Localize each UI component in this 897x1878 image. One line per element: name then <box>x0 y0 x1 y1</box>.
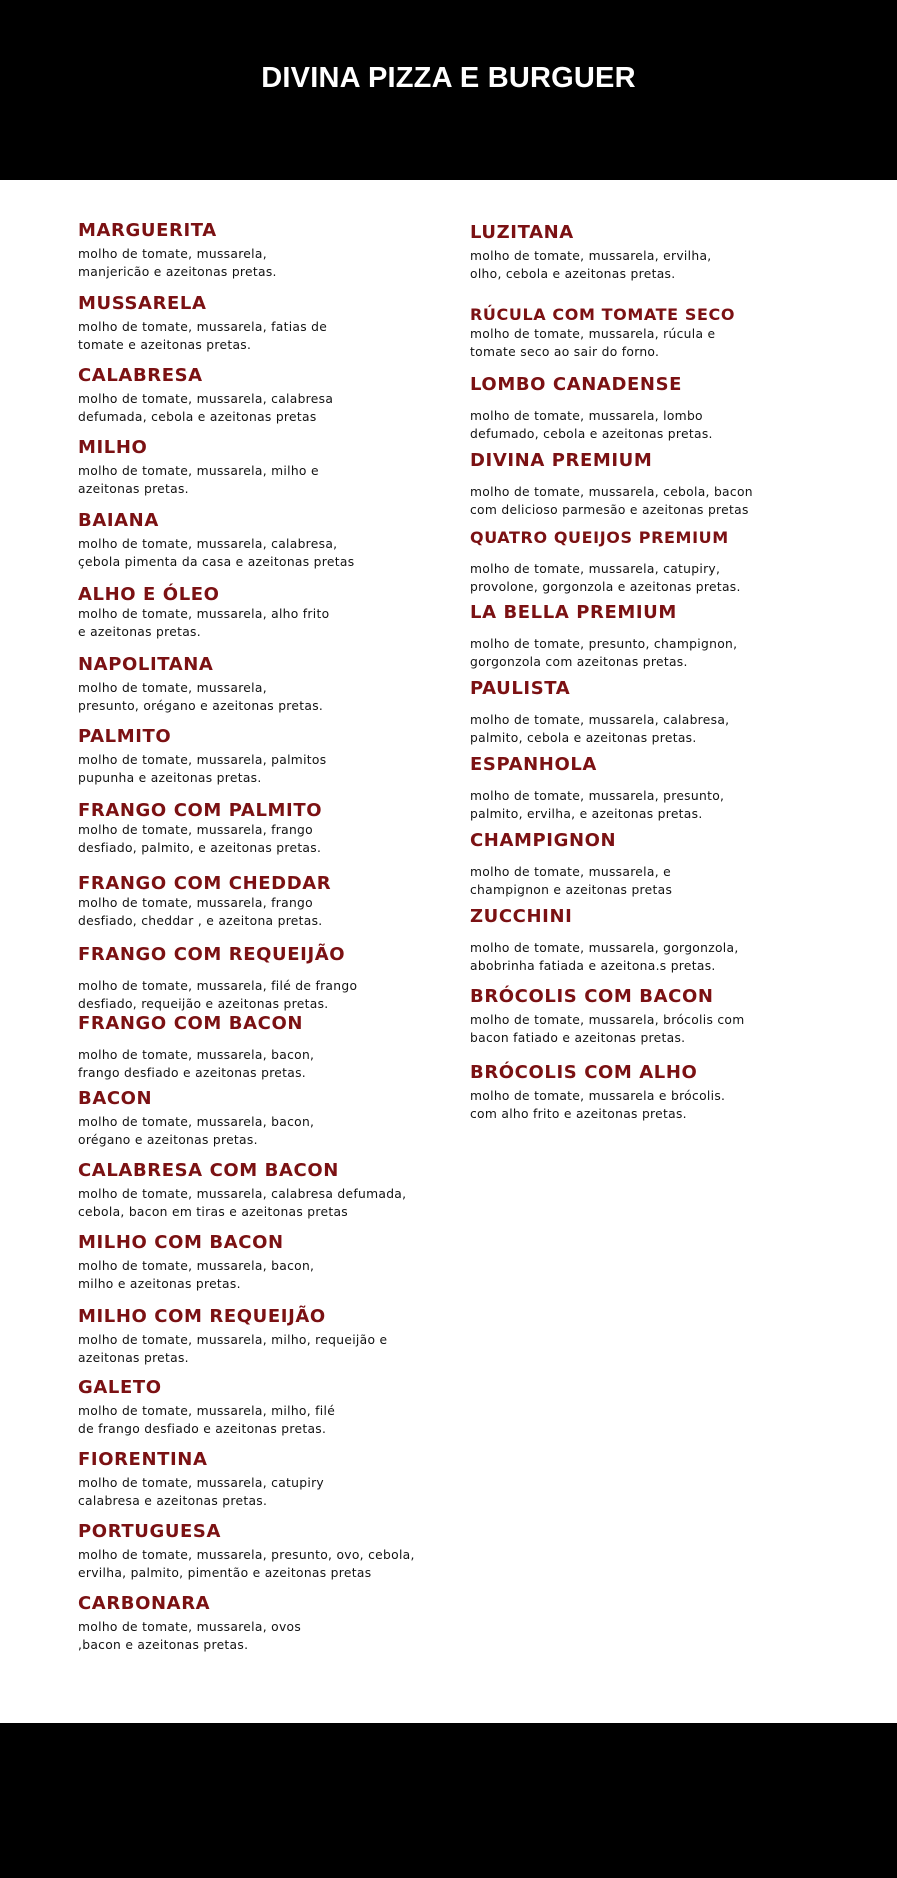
item-name: NAPOLITANA <box>78 654 214 675</box>
item-description: molho de tomate, mussarela, milho, filé de frango desfiado e azeitonas pretas. <box>78 1404 336 1436</box>
item-name: PAULISTA <box>470 678 571 699</box>
item-description: molho de tomate, mussarela, calabresa defumada, cebola e azeitonas pretas <box>78 392 334 424</box>
menu-item-mussarela <box>78 293 327 354</box>
item-name: CHAMPIGNON <box>470 830 617 851</box>
item-description: molho de tomate, mussarela, calabresa defumada, cebola, bacon em tiras e azeitonas pretas <box>78 1187 407 1219</box>
menu-item-frango-com-requeijao <box>78 944 357 1013</box>
item-description: molho de tomate, presunto, champignon, gorgonzola com azeitonas pretas. <box>470 637 738 669</box>
menu-item-frango-com-cheddar <box>78 873 331 930</box>
item-description: molho de tomate, mussarela, filé de frango desfiado, requeijão e azeitonas pretas. <box>78 979 358 1011</box>
item-description: molho de tomate, mussarela, catupiry, provolone, gorgonzola e azeitonas pretas. <box>470 562 741 594</box>
item-name: RÚCULA COM TOMATE SECO <box>470 305 736 324</box>
item-name: DIVINA PREMIUM <box>470 450 653 471</box>
menu-item-espanhola <box>470 754 724 823</box>
item-name: CALABRESA COM BACON <box>78 1160 339 1181</box>
menu-item-milho-com-requeijao <box>78 1306 387 1367</box>
item-name: CARBONARA <box>78 1593 211 1614</box>
menu-item-brocolis-com-alho <box>470 1062 725 1123</box>
item-name: FIORENTINA <box>78 1449 208 1470</box>
item-name: MILHO COM REQUEIJÃO <box>78 1306 326 1327</box>
menu-item-la-bella-premium <box>470 602 737 671</box>
item-name: LOMBO CANADENSE <box>470 374 683 395</box>
item-description: molho de tomate, mussarela e brócolis. com alho frito e azeitonas pretas. <box>470 1089 726 1121</box>
item-name: BRÓCOLIS COM BACON <box>470 986 714 1007</box>
menu-item-palmito <box>78 726 326 787</box>
item-description: molho de tomate, mussarela, frango desfiado, cheddar , e azeitona pretas. <box>78 896 323 928</box>
item-name: FRANGO COM BACON <box>78 1013 304 1034</box>
item-name: LA BELLA PREMIUM <box>470 602 677 623</box>
item-name: BRÓCOLIS COM ALHO <box>470 1062 698 1083</box>
menu-item-luzitana <box>470 222 712 283</box>
item-description: molho de tomate, mussarela, bacon, frango desfiado e azeitonas pretas. <box>78 1048 315 1080</box>
item-name: FRANGO COM REQUEIJÃO <box>78 944 346 965</box>
item-name: MILHO <box>78 437 148 458</box>
menu-item-calabresa-com-bacon <box>78 1160 406 1221</box>
item-description: molho de tomate, mussarela, cebola, bacon com delicioso parmesão e azeitonas pretas <box>470 485 753 517</box>
item-name: MUSSARELA <box>78 293 207 314</box>
menu-item-rucula-com-tomate-seco <box>470 304 735 361</box>
menu-item-bacon <box>78 1088 314 1149</box>
item-name: PALMITO <box>78 726 172 747</box>
item-name: BAIANA <box>78 510 159 531</box>
item-name: ZUCCHINI <box>470 906 573 927</box>
item-description: molho de tomate, mussarela, catupiry calabresa e azeitonas pretas. <box>78 1476 324 1508</box>
page-title: DIVINA PIZZA E BURGUER <box>261 62 636 94</box>
item-name: FRANGO COM CHEDDAR <box>78 873 332 894</box>
item-description: molho de tomate, mussarela, bacon, orégano e azeitonas pretas. <box>78 1115 315 1147</box>
item-name: CALABRESA <box>78 365 203 386</box>
menu-item-brocolis-com-bacon <box>470 986 745 1047</box>
item-description: molho de tomate, mussarela, calabresa, çebola pimenta da casa e azeitonas pretas <box>78 537 355 569</box>
item-description: molho de tomate, mussarela, brócolis com bacon fatiado e azeitonas pretas. <box>470 1013 745 1045</box>
item-name: MILHO COM BACON <box>78 1232 284 1253</box>
menu-item-portuguesa <box>78 1521 415 1582</box>
menu-item-champignon <box>470 830 672 899</box>
item-name: ESPANHOLA <box>470 754 597 775</box>
item-name: PORTUGUESA <box>78 1521 222 1542</box>
item-description: molho de tomate, mussarela, gorgonzola, abobrinha fatiada e azeitona.s pretas. <box>470 941 739 973</box>
menu-item-baiana <box>78 510 354 571</box>
menu-item-galeto <box>78 1377 335 1438</box>
item-description: molho de tomate, mussarela, presunto, orégano e azeitonas pretas. <box>78 681 324 713</box>
menu-item-lombo-canadense <box>470 374 713 443</box>
item-description: molho de tomate, mussarela, milho, requeijão e azeitonas pretas. <box>78 1333 388 1365</box>
item-description: molho de tomate, mussarela, frango desfiado, palmito, e azeitonas pretas. <box>78 823 322 855</box>
item-description: molho de tomate, mussarela, e champignon e azeitonas pretas <box>470 865 673 897</box>
item-description: molho de tomate, mussarela, presunto, palmito, ervilha, e azeitonas pretas. <box>470 789 725 821</box>
menu-item-quatro-queijos-premium <box>470 527 741 596</box>
item-description: molho de tomate, mussarela, ervilha, olho, cebola e azeitonas pretas. <box>470 249 712 281</box>
item-description: molho de tomate, mussarela, fatias de tomate e azeitonas pretas. <box>78 320 328 352</box>
menu-item-frango-com-palmito <box>78 800 322 857</box>
menu-item-paulista <box>470 678 729 747</box>
menu-item-napolitana <box>78 654 323 715</box>
menu-item-milho-com-bacon <box>78 1232 314 1293</box>
item-description: molho de tomate, mussarela, milho e azeitonas pretas. <box>78 464 319 496</box>
item-name: MARGUERITA <box>78 220 217 241</box>
item-description: molho de tomate, mussarela, presunto, ovo, cebola, ervilha, palmito, pimentão e azeitonas pretas <box>78 1548 415 1580</box>
menu-item-divina-premium <box>470 450 753 519</box>
item-description: molho de tomate, mussarela, lombo defumado, cebola e azeitonas pretas. <box>470 409 713 441</box>
item-name: BACON <box>78 1088 153 1109</box>
menu-item-fiorentina <box>78 1449 324 1510</box>
menu-item-milho <box>78 437 319 498</box>
item-description: molho de tomate, mussarela, alho frito e azeitonas pretas. <box>78 607 330 639</box>
menu-item-marguerita <box>78 220 277 281</box>
item-description: molho de tomate, mussarela, manjericão e azeitonas pretas. <box>78 247 277 279</box>
menu-item-zucchini <box>470 906 739 975</box>
item-name: FRANGO COM PALMITO <box>78 800 323 821</box>
item-description: molho de tomate, mussarela, calabresa, palmito, cebola e azeitonas pretas. <box>470 713 730 745</box>
item-description: molho de tomate, mussarela, rúcula e tomate seco ao sair do forno. <box>470 327 716 359</box>
page-footer <box>0 1723 897 1878</box>
page-header <box>0 0 897 180</box>
item-description: molho de tomate, mussarela, palmitos pupunha e azeitonas pretas. <box>78 753 327 785</box>
item-name: ALHO E ÓLEO <box>78 584 220 605</box>
item-name: GALETO <box>78 1377 162 1398</box>
menu-item-carbonara <box>78 1593 301 1654</box>
item-name: QUATRO QUEIJOS PREMIUM <box>470 528 729 547</box>
item-name: LUZITANA <box>470 222 574 243</box>
menu-item-alho-e-oleo <box>78 584 329 641</box>
menu-item-frango-com-bacon <box>78 1013 314 1082</box>
item-description: molho de tomate, mussarela, bacon, milho e azeitonas pretas. <box>78 1259 315 1291</box>
item-description: molho de tomate, mussarela, ovos ,bacon e azeitonas pretas. <box>78 1620 302 1652</box>
menu-item-calabresa <box>78 365 333 426</box>
